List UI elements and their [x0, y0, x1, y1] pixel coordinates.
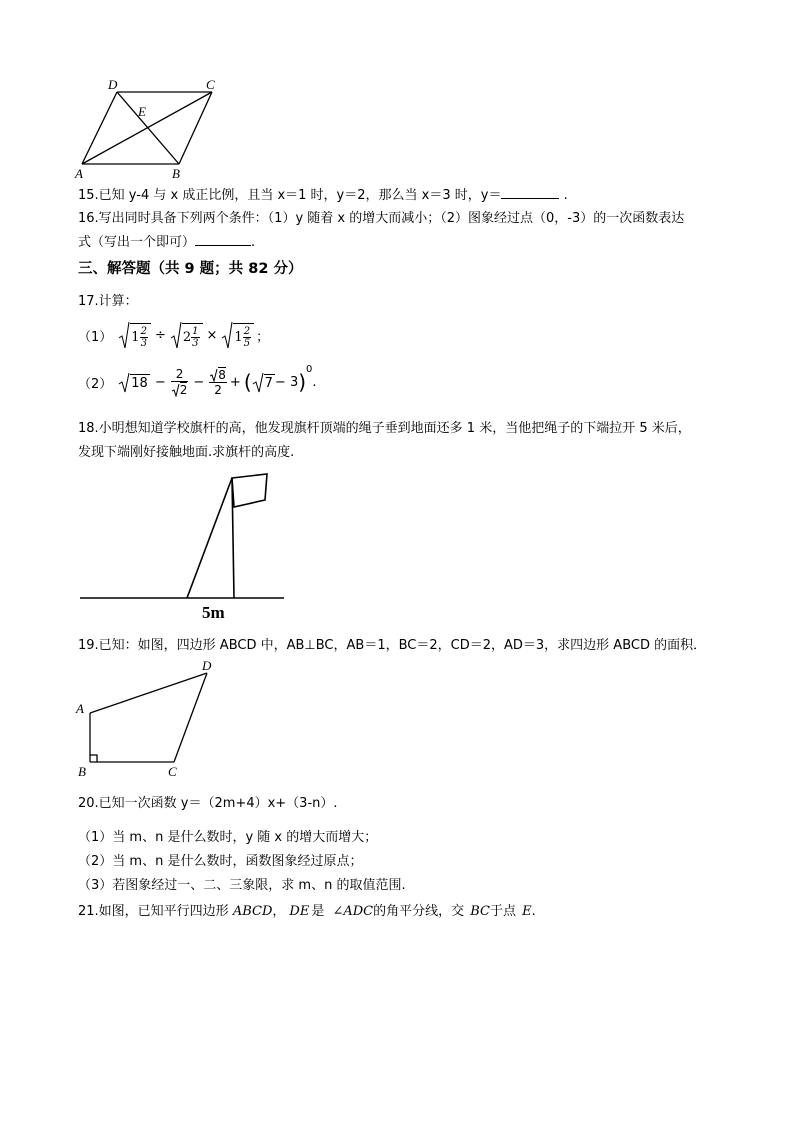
q16-tail: . — [251, 235, 256, 250]
q17-p2-f2-den: 2 — [214, 383, 222, 397]
q17-p1-op2: × — [206, 327, 218, 343]
q16-line2-text: 式（写出一个即可） — [78, 235, 196, 250]
q15-answer-blank[interactable] — [501, 186, 559, 199]
q17-p1-label: （1） — [78, 329, 113, 345]
question-19: 19.已知：如图，四边形 ABCD 中，AB⊥BC，AB＝1，BC＝2，CD＝2，AD＝3，求四边形 ABCD 的面积． — [78, 638, 707, 653]
sqrt-sign-icon — [252, 371, 264, 393]
q17-p2-end: . — [312, 374, 317, 390]
q17-p2-sqrt18: 18 — [131, 375, 148, 391]
q17-p2-f2-num: 8 — [218, 368, 226, 382]
q17-part1 — [78, 318, 269, 352]
q21-pre: 21.如图，已知平行四边形 — [78, 904, 233, 919]
q17-p1-t2-den: 3 — [192, 338, 199, 349]
q17-p1-t1-num: 2 — [140, 326, 147, 337]
q17-p1-t3-den: 5 — [243, 338, 251, 349]
label-D: D — [202, 658, 212, 673]
section-3-heading: 三、解答题（共 9 题；共 82 分） — [78, 261, 303, 277]
question-20-part2: （2）当 m、n 是什么数时，函数图象经过原点； — [78, 854, 363, 869]
q21-bc: BC — [470, 904, 490, 919]
q17-p1-t3-int: 1 — [234, 330, 243, 345]
question-20-part1: （1）当 m、n 是什么数时，y 随 x 的增大而增大； — [78, 830, 378, 845]
question-17-title: 17.计算： — [78, 294, 138, 309]
question-15 — [78, 186, 568, 205]
question-18-line2: 发现下端刚好接触地面.求旗杆的高度. — [78, 445, 295, 460]
q21-end: . — [531, 904, 536, 919]
question-18-line1: 18.小明想知道学校旗杆的高，他发现旗杆顶端的绳子垂到地面还多 1 米，当他把绳子的下端拉开 5 米后， — [78, 421, 691, 436]
parallelogram-figure — [70, 74, 230, 184]
q21-mid2: 于点 — [490, 904, 521, 919]
sqrt-sign-icon — [118, 371, 130, 393]
question-20-part3: （3）若图象经过一、二、三象限，求 m、n 的取值范围. — [78, 878, 406, 893]
q21-abcd: ABCD — [232, 904, 273, 919]
q17-p2-sqrt7: 7 — [264, 375, 273, 391]
q17-p1-t2-num: 1 — [192, 326, 199, 337]
q17-p2-f1-num: 2 — [171, 367, 189, 382]
sqrt-sign-icon — [221, 320, 233, 350]
flagpole-figure — [78, 470, 290, 622]
q17-p2-label: （2） — [78, 376, 113, 392]
label-A: A — [76, 701, 84, 716]
q21-is: 是 — [311, 904, 329, 919]
q15-text: 15.已知 y-4 与 x 成正比例，且当 x＝1 时，y＝2，那么当 x＝3 时，y＝ — [78, 188, 502, 203]
q21-e: E — [522, 904, 532, 919]
q15-tail: . — [559, 188, 568, 203]
q17-p2-minus2: − — [193, 374, 205, 390]
q17-p2-plus: + — [229, 374, 241, 390]
question-20-stem: 20.已知一次函数 y＝（2m+4）x+（3-n）. — [78, 796, 338, 811]
q17-p1-t3-num: 2 — [243, 326, 251, 337]
question-21 — [78, 903, 536, 921]
label-C: C — [168, 764, 177, 779]
q17-p1-t1-den: 3 — [140, 338, 147, 349]
q17-p1-t1-int: 1 — [131, 330, 140, 345]
q17-p1-op1: ÷ — [154, 327, 166, 343]
sqrt-sign-icon — [170, 320, 182, 350]
q21-mid: 的角平分线，交 — [373, 904, 469, 919]
q16-answer-blank[interactable] — [195, 233, 251, 246]
q17-part2: （2） 18 − $\frac{2}{2}$ − $\frac{8}{2}$ + ( 7 − 3 ) $^0$ . — [78, 364, 317, 397]
q17-p1-end: ； — [256, 329, 270, 345]
label-D: D — [108, 77, 118, 92]
q21-de: DE — [289, 904, 310, 919]
q21-comma: ， — [272, 904, 286, 919]
distance-label: 5m — [202, 603, 225, 622]
label-C: C — [206, 77, 215, 92]
label-B: B — [172, 166, 180, 181]
q17-p2-f1-den: 2 — [179, 383, 188, 397]
label-B: B — [78, 764, 86, 779]
q21-angle: ∠ADC — [332, 904, 374, 919]
sqrt-sign-icon — [210, 368, 218, 382]
question-16-line1: 16.写出同时具备下列两个条件：（1）y 随着 x 的增大而减小；（2）图象经过点（0，-3）的一次函数表达 — [78, 211, 685, 226]
q17-p2-exp: 0 — [306, 364, 313, 375]
label-A: A — [75, 166, 83, 181]
label-E: E — [138, 104, 146, 119]
sqrt-sign-icon — [172, 383, 180, 397]
q17-p1-t2-int: 2 — [182, 330, 192, 345]
sqrt-sign-icon — [118, 320, 130, 350]
quadrilateral-figure — [70, 655, 230, 785]
question-16-line2 — [78, 233, 255, 252]
q17-p2-minus3: − 3 — [274, 374, 299, 390]
q17-p2-minus1: − — [154, 374, 166, 390]
